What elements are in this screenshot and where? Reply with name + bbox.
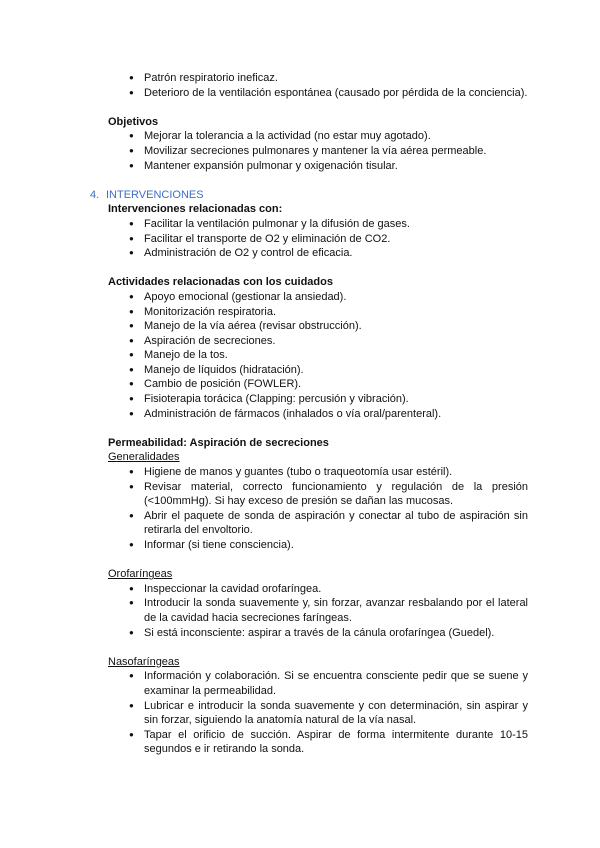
list-item-text: Manejo de la tos. [144, 349, 228, 362]
list-item [108, 159, 528, 174]
list-item [108, 334, 528, 349]
orofaringeas-heading: Orofaríngeas [108, 568, 173, 581]
list-item [108, 407, 528, 422]
bullet-icon: ● [129, 87, 134, 97]
nasofaringeas-list [108, 669, 528, 757]
bullet-icon: ● [129, 335, 134, 345]
bullet-icon: ● [129, 583, 134, 593]
list-item [108, 246, 528, 261]
list-item [108, 728, 528, 757]
objetivos-heading: Objetivos [108, 115, 159, 128]
bullet-icon: ● [129, 729, 134, 739]
list-item [108, 669, 528, 698]
bullet-icon: ● [129, 160, 134, 170]
list-item [108, 596, 528, 625]
list-item-text: Movilizar secreciones pulmonares y mantener la vía aérea permeable. [144, 144, 487, 157]
list-item-text: Administración de fármacos (inhalados o vía oral/parenteral). [144, 407, 442, 420]
list-item [108, 392, 528, 407]
generalidades-heading: Generalidades [108, 451, 180, 464]
bullet-icon: ● [129, 481, 134, 491]
actividades-heading: Actividades relacionadas con los cuidados [108, 276, 333, 289]
bullet-icon: ● [129, 73, 134, 82]
list-item [108, 465, 528, 480]
list-item [108, 480, 528, 509]
bullet-icon: ● [129, 408, 134, 418]
list-item-text: Inspeccionar la cavidad orofaríngea. [144, 582, 322, 595]
bullet-icon: ● [129, 598, 134, 608]
list-item-text: Información y colaboración. Si se encuentra consciente pedir que se suene y examinar la permeabilidad. [144, 670, 528, 697]
list-item [108, 377, 528, 392]
bullet-icon: ● [129, 540, 134, 549]
list-item-text: Cambio de posición (FOWLER). [144, 378, 302, 391]
list-item-text: Administración de O2 y control de eficacia. [144, 247, 353, 260]
list-item [108, 71, 528, 86]
list-item [108, 232, 528, 247]
list-item-text: Mantener expansión pulmonar y oxigenación tisular. [144, 159, 398, 172]
bullet-icon: ● [129, 350, 134, 360]
bullet-icon: ● [129, 291, 134, 301]
list-item-text: Informar (si tiene consciencia). [144, 539, 294, 551]
list-item [108, 86, 528, 101]
bullet-icon: ● [129, 510, 134, 520]
list-item [108, 217, 528, 232]
top-bullet-list [108, 71, 528, 100]
list-item-text: Mejorar la tolerancia a la actividad (no estar muy agotado). [144, 130, 431, 143]
list-item-text: Patrón respiratorio ineficaz. [144, 72, 278, 84]
list-item-text: Abrir el paquete de sonda de aspiración y conectar al tubo de aspiración sin retirarla del envoltorio. [144, 509, 528, 537]
list-item-text: Revisar material, correcto funcionamiento y regulación de la presión (<100mmHg). Si hay exceso de presión se dañan las mucosas. [144, 480, 528, 508]
list-item [108, 129, 528, 144]
list-item-text: Fisioterapia torácica (Clapping: percusión y vibración). [144, 393, 409, 406]
bullet-icon: ● [129, 364, 134, 374]
list-item [108, 582, 528, 597]
list-item-text: Lubricar e introducir la sonda suavemente y con determinación, sin aspirar y sin forzar, siguiendo la anatomía natural de la vía nasal. [144, 699, 528, 727]
list-item-text: Higiene de manos y guantes (tubo o traqueotomía usar estéril). [144, 466, 453, 479]
list-item-text: Aspiración de secreciones. [144, 334, 276, 347]
list-item [108, 290, 528, 305]
section-4-heading [90, 188, 528, 203]
list-item [108, 538, 528, 553]
actividades-list [108, 290, 528, 421]
section-4-title: INTERVENCIONES [106, 188, 204, 201]
list-item [108, 305, 528, 320]
bullet-icon: ● [129, 379, 134, 389]
list-item-text: Tapar el orificio de succión. Aspirar de forma intermitente durante 10-15 segundos e ir retirando la sonda. [144, 728, 528, 756]
list-item-text: Introducir la sonda suavemente y, sin forzar, avanzar resbalando por el lateral de la cavidad hacia secreciones faríngeas. [144, 597, 528, 624]
intervenciones-list [108, 217, 528, 261]
objetivos-list [108, 129, 528, 173]
document-content [90, 71, 528, 757]
bullet-icon: ● [129, 145, 134, 155]
bullet-icon: ● [129, 700, 134, 710]
list-item-text: Facilitar la ventilación pulmonar y la difusión de gases. [144, 217, 410, 230]
list-item [108, 626, 528, 641]
list-item [108, 144, 528, 159]
list-item [108, 509, 528, 538]
bullet-icon: ● [129, 233, 134, 243]
list-item-text: Manejo de líquidos (hidratación). [144, 363, 304, 376]
list-item-text: Si está inconsciente: aspirar a través de la cánula orofaríngea (Guedel). [144, 626, 495, 639]
list-item-text: Monitorización respiratoria. [144, 305, 277, 318]
bullet-icon: ● [129, 321, 134, 331]
bullet-icon: ● [129, 467, 134, 477]
list-item [108, 348, 528, 363]
bullet-icon: ● [129, 394, 134, 404]
intervenciones-heading: Intervenciones relacionadas con: [108, 203, 283, 216]
list-item [108, 363, 528, 378]
bullet-icon: ● [129, 627, 134, 637]
bullet-icon: ● [129, 218, 134, 228]
list-item [108, 699, 528, 728]
bullet-icon: ● [129, 248, 134, 258]
list-item-text: Facilitar el transporte de O2 y eliminación de CO2. [144, 232, 391, 245]
generalidades-list [108, 465, 528, 553]
list-item-text: Manejo de la vía aérea (revisar obstrucción). [144, 320, 362, 333]
bullet-icon: ● [129, 671, 134, 681]
nasofaringeas-heading: Nasofaríngeas [108, 655, 180, 668]
list-item-text: Deterioro de la ventilación espontánea (causado por pérdida de la conciencia). [144, 86, 528, 99]
orofaringeas-list [108, 582, 528, 640]
list-item [108, 319, 528, 334]
permeabilidad-heading: Permeabilidad: Aspiración de secreciones [108, 436, 329, 449]
bullet-icon: ● [129, 306, 134, 316]
section-4-number: 4. [90, 188, 100, 201]
list-item-text: Apoyo emocional (gestionar la ansiedad). [144, 290, 347, 303]
bullet-icon: ● [129, 131, 134, 141]
